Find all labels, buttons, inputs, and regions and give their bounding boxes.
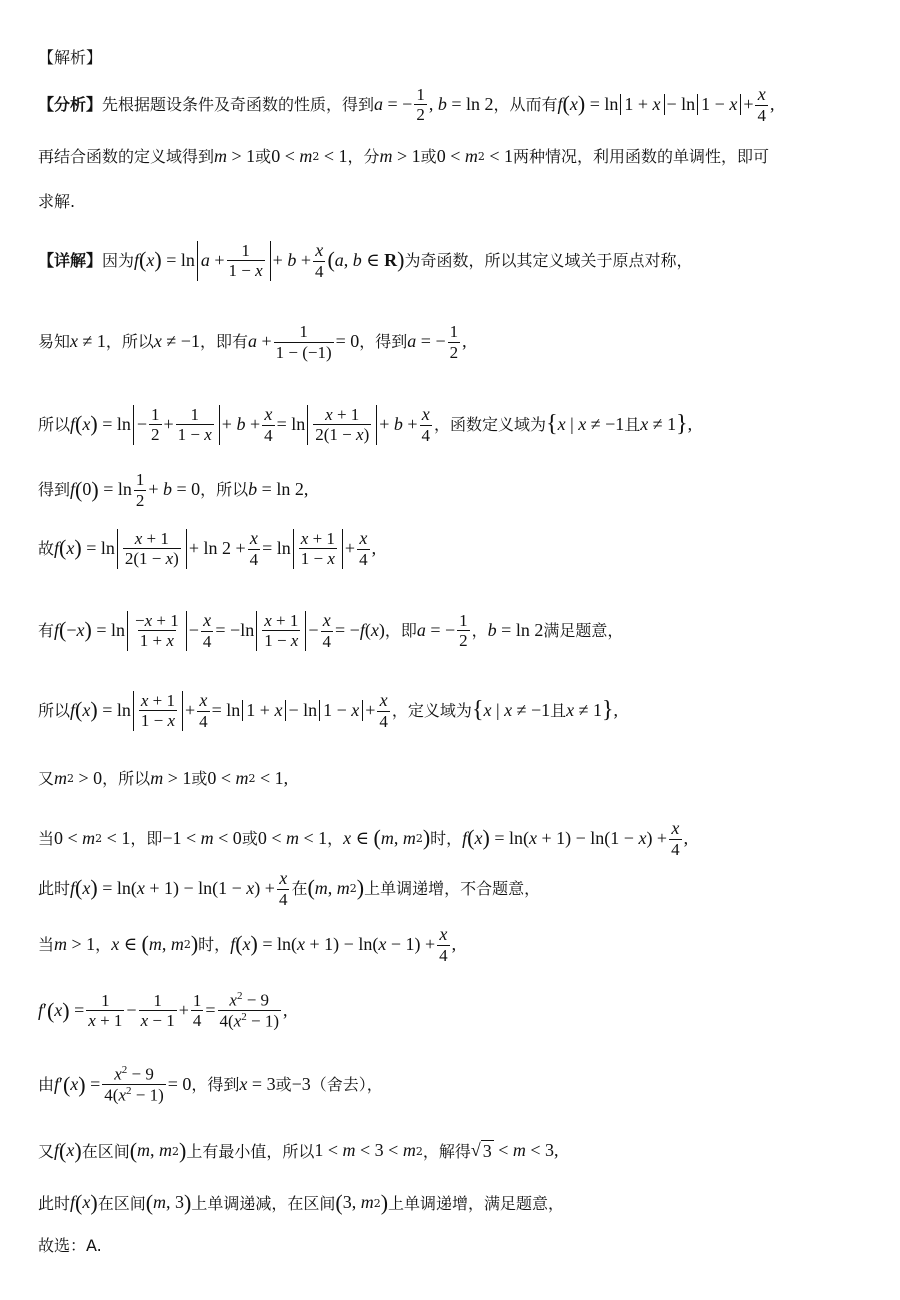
detail-text: （舍去），	[310, 1075, 383, 1095]
section-header	[38, 48, 880, 67]
detail-text: 或	[241, 829, 258, 849]
detail-text: ，即	[130, 829, 163, 849]
detail-text: ，解得	[422, 1141, 471, 1161]
detail-text: 或	[275, 1075, 292, 1095]
detail-line-4: 得到 f ( 0 ) = ln $\frac{1}{2}$ + b = 0 ，所以 b = ln 2,	[38, 470, 309, 510]
detail-text: ，即	[384, 621, 417, 641]
detail-line-8: 又 m 2 > 0 ，所以 m > 1 或 0 < m 2 < 1,	[38, 768, 289, 789]
analysis-line-1: 【分析】 先根据题设条件及奇函数的性质，得到 a = − $\frac{1}{2}$ , b = ln 2 ，从而有 f ( x ) = ln 1 + x − ln 1 − x + $\frac{x}{4}$ ,	[38, 84, 775, 125]
detail-text: 所以	[38, 415, 71, 435]
detail-text: ，定义域为	[391, 701, 472, 721]
detail-text: 上单调递增，满足题意，	[388, 1193, 565, 1213]
header-label: 【解析】	[38, 48, 103, 67]
detail-text: ，所以	[105, 332, 154, 352]
detail-text: 上单调递增，不合题意，	[364, 879, 541, 899]
detail-text: ，即有	[199, 332, 248, 352]
detail-line-1: 【详解】 因为 f ( x ) = ln a + $\frac{1}{1 - x}$ + b + $\frac{x}{4}$ ( a , b ∈ R ) 为奇函数，所以其定义域关于原点对称，	[38, 240, 693, 281]
detail-text: 此时	[38, 1193, 71, 1213]
detail-text: ，	[327, 829, 344, 849]
detail-text: ，函数定义域为	[434, 415, 547, 435]
analysis-text: 求解.	[38, 192, 76, 211]
analysis-text: 先根据题设条件及奇函数的性质，得到	[102, 95, 375, 115]
detail-line-3: 所以 f ( x ) = ln − $\frac{1}{2}$ + $\frac{1}{1 - x}$ + b + $\frac{x}{4}$ = ln $\frac{x + 1}{2(1 - x)}$ + b + $\frac{x}{4}$ ，函数定义域为 { x | x ≠ −1 且 x ≠ 1 } ,	[38, 404, 693, 445]
detail-text: 且	[624, 415, 641, 435]
detail-text: ，得到	[191, 1075, 240, 1095]
detail-text: 在	[291, 879, 308, 899]
detail-line-15: 此时 f ( x ) 在区间 ( m , 3 ) 上单调递减，在区间 ( 3, m 2 ) 上单调递增，满足题意，	[38, 1190, 565, 1215]
detail-text: 又	[38, 769, 55, 789]
detail-line-7: 所以 f ( x ) = ln $\frac{x + 1}{1 - x}$ + $\frac{x}{4}$ = ln 1 + x − ln 1 − x + $\frac{x}{4}$ ，定义域为 { x | x ≠ −1 且 x ≠ 1 } ,	[38, 690, 619, 731]
detail-line-6: 有 f ( − x ) = ln $\frac{-x + 1}{1 + x}$ − $\frac{x}{4}$ = −ln $\frac{x + 1}{1 - x}$ − $\frac{x}{4}$ = − f ( x ) ，即 a = − $\frac{1}{2}$ ， b = ln 2 满足题意，	[38, 610, 624, 651]
detail-line-2: 易知 x ≠ 1 ，所以 x ≠ −1 ，即有 a + $\frac{1}{1 - (-1)}$ = 0 ，得到 a = − $\frac{1}{2}$ ,	[38, 322, 467, 362]
detail-line-11: 当 m > 1 ， x ∈ ( m , m 2 ) 时， f ( x ) = ln( x + 1) − ln( x − 1) + $\frac{x}{4}$ ,	[38, 924, 457, 965]
detail-tag: 【详解】	[38, 251, 103, 271]
detail-text: 故	[38, 539, 55, 559]
detail-text: 当	[38, 829, 55, 849]
detail-text: ，得到	[359, 332, 408, 352]
detail-text: 所以	[38, 701, 71, 721]
detail-line-10: 此时 f ( x ) = ln( x + 1) − ln(1 − x ) + $\frac{x}{4}$ 在 ( m , m 2 ) 上单调递增，不合题意，	[38, 868, 541, 909]
detail-text: 当	[38, 935, 55, 955]
detail-line-12: f ′ ( x ) = $\frac{1}{x + 1}$ − $\frac{1}{x - 1}$ + $\frac{1}{4}$ = $\frac{x^2 - 9}{4(x^2 - 1)}$ ,	[38, 990, 288, 1031]
analysis-text: 两种情况，利用函数的单调性，即可	[513, 147, 770, 167]
detail-text: 或	[191, 769, 208, 789]
detail-line-9: 当 0 < m 2 < 1 ，即 −1 < m < 0 或 0 < m < 1 ， x ∈ ( m , m 2 ) 时， f ( x ) = ln( x + 1) − ln(1 − x ) + $\frac{x}{4}$ ,	[38, 818, 689, 859]
detail-line-14: 又 f ( x ) 在区间 ( m , m 2 ) 上有最小值，所以 1 < m < 3 < m 2 ，解得 √ 3 < m < 3,	[38, 1138, 559, 1163]
detail-text: 由	[38, 1075, 55, 1095]
detail-text: 为奇函数，所以其定义域关于原点对称，	[404, 251, 693, 271]
detail-text: 此时	[38, 879, 71, 899]
detail-text: ，所以	[200, 480, 249, 500]
analysis-line-2: 再结合函数的定义域得到 m > 1 或 0 < m 2 < 1 ，分 m > 1 或 0 < m 2 < 1 两种情况，利用函数的单调性，即可	[38, 146, 770, 167]
detail-text: 易知	[38, 332, 71, 352]
analysis-text: ，从而有	[493, 95, 558, 115]
detail-text: 因为	[102, 251, 135, 271]
detail-line-13: 由 f ′ ( x ) = $\frac{x^2 - 9}{4(x^2 - 1)}$ = 0 ，得到 x = 3 或 −3 （舍去），	[38, 1064, 383, 1105]
detail-line-5: 故 f ( x ) = ln $\frac{x + 1}{2(1 - x)}$ + ln 2 + $\frac{x}{4}$ = ln $\frac{x + 1}{1 - x}$ + $\frac{x}{4}$ ,	[38, 528, 377, 569]
analysis-text: 再结合函数的定义域得到	[38, 147, 215, 167]
detail-text: 且	[550, 701, 567, 721]
analysis-text: 或	[255, 147, 272, 167]
analysis-line-3	[38, 192, 880, 211]
detail-text: 满足题意，	[543, 621, 624, 641]
analysis-text: 或	[420, 147, 437, 167]
detail-text: 有	[38, 621, 55, 641]
detail-text: 上有最小值，所以	[186, 1141, 315, 1161]
detail-text: 上单调递减，在区间	[191, 1193, 336, 1213]
detail-text: ，	[471, 621, 488, 641]
detail-text: ，	[95, 935, 112, 955]
detail-text: ，所以	[102, 769, 151, 789]
analysis-tag: 【分析】	[38, 95, 103, 115]
detail-text: 又	[38, 1141, 55, 1161]
detail-text: 得到	[38, 480, 71, 500]
answer-text: 故选：A.	[38, 1236, 102, 1255]
detail-text: 时，	[430, 829, 463, 849]
detail-text: 在区间	[81, 1141, 130, 1161]
analysis-text: ，分	[347, 147, 380, 167]
detail-text: 时，	[198, 935, 231, 955]
detail-text: 在区间	[97, 1193, 146, 1213]
answer-line	[38, 1236, 880, 1255]
